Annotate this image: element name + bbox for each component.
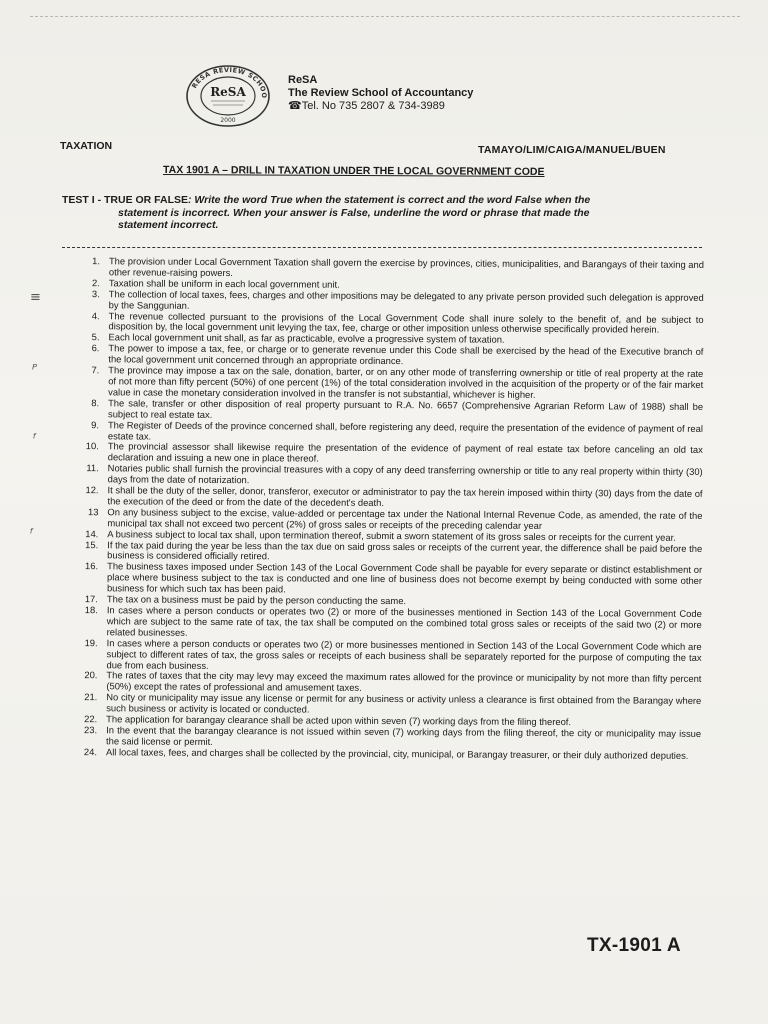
question-text: All local taxes, fees, and charges shall be collected by the provincial, city, municipal, or Barangay treasurer, or their duly authorized deputies.	[105, 746, 689, 761]
question-number: 10.	[85, 440, 99, 452]
margin-mark: ᴾ	[32, 363, 37, 378]
question-text: No city or municipality may issue any license or permit for any business or activity unless a clearance is first obtained from the Barangay where such business or activity is located or conducted.	[106, 691, 702, 715]
question-number: 6.	[91, 342, 100, 354]
school-telephone: ☎Tel. No 735 2807 & 734-3989	[288, 100, 445, 112]
instruction-line-3: statement incorrect.	[118, 219, 219, 231]
top-edge-line	[30, 16, 740, 17]
subject-label: TAXATION	[60, 140, 113, 152]
question-number: 11.	[86, 462, 99, 474]
question-text: It shall be the duty of the seller, donor, transferor, executor or administrator to pay the tax herein imposed within thirty (30) days from the date of the execution of the deed or from the date of the decedent's death.	[107, 484, 703, 508]
question-number: 5.	[91, 331, 100, 343]
question-number: 22.	[84, 713, 98, 725]
question-number: 20.	[84, 669, 98, 681]
question-number: 13	[87, 506, 99, 518]
question-number: 16.	[85, 560, 99, 572]
question-item	[59, 747, 701, 762]
question-number: 19.	[84, 636, 98, 648]
question-text: Taxation shall be uniform in each local government unit.	[108, 277, 340, 290]
question-number: 2.	[91, 276, 100, 289]
question-number: 9.	[91, 418, 100, 430]
question-text: In the event that the barangay clearance is not issued within seven (7) working days from the filing thereof, the city or municipality may issue the said license or permit.	[106, 724, 702, 747]
question-number: 23.	[84, 724, 98, 736]
question-text: The tax on a business must be paid by the person conducting the same.	[106, 593, 407, 607]
question-item	[59, 638, 701, 675]
document-code-footer: TX-1901 A	[587, 935, 681, 956]
question-text: In cases where a person conducts or operates two (2) or more businesses mentioned in Section 143 of the Local Government Code which are subject to different rates of tax, the gross sales or receipts of each business shall be separately reported for the purpose of computing the tax due from each business.	[106, 636, 702, 671]
test-label: TEST I - TRUE OR FALSE	[62, 194, 189, 206]
question-text: Each local government unit shall, as far as practicable, evolve a progressive system of taxation.	[108, 331, 505, 346]
instruction-line-2: statement is incorrect. When your answer is False, underline the word or phrase that made the	[118, 206, 590, 219]
question-number: 24.	[83, 745, 98, 758]
question-number: 8.	[91, 396, 100, 409]
school-info	[288, 74, 473, 113]
question-text: If the tax paid during the year be less than the tax due on said gross sales or receipts of the current year, the difference shall be paid before the business is considered officially retired.	[107, 538, 703, 562]
question-text: The sale, transfer or other disposition of real property pursuant to R.A. No. 6657 (Comprehensive Agrarian Reform Law of 1988) shall be subject to real estate tax.	[108, 397, 704, 420]
margin-mark: ≡	[30, 290, 41, 305]
question-number: 14.	[85, 527, 99, 539]
question-text: On any business subject to the excise, value-added or percentage tax under the National Internal Revenue Code, as amended, the rate of the municipal tax shall not exceed two percent (2%) of gross sales or receipts of the preceding calendar year	[107, 506, 703, 531]
question-text: The Register of Deeds of the province concerned shall, before registering any deed, require the presentation of the evidence of payment of real estate tax.	[107, 418, 703, 442]
seal-ring-text: RESA REVIEW SCHOO	[190, 65, 269, 99]
instruction-line-1: : Write the word True when the statement is correct and the word False when the	[188, 194, 591, 206]
question-number: 3.	[91, 287, 100, 299]
question-number: 17.	[84, 593, 98, 605]
question-item	[61, 365, 703, 402]
school-seal-logo	[185, 64, 271, 128]
margin-mark: ᶠ	[33, 432, 37, 447]
school-full-name: The Review School of Accountancy	[288, 87, 474, 99]
school-short-name: ReSA	[288, 74, 318, 86]
seal-center-text: ReSA	[210, 85, 246, 99]
question-number: 4.	[91, 309, 100, 321]
question-text: The application for barangay clearance shall be acted upon within seven (7) working days from the filing thereof.	[106, 713, 572, 728]
question-number: 1.	[92, 255, 101, 267]
margin-mark: ᶠ	[30, 527, 34, 542]
question-text: The provincial assessor shall likewise require the presentation of the evidence of payment of real estate tax before canceling an old tax declaration and issuing a new one in place thereof.	[107, 440, 703, 464]
test-instructions	[62, 194, 702, 232]
question-item	[60, 561, 702, 598]
question-number: 21.	[84, 691, 98, 703]
question-list	[59, 256, 704, 762]
question-number: 15.	[85, 538, 99, 550]
question-text: The collection of local taxes, fees, charges and other impositions may be delegated to any private person provided such delegation is approved by the Sanggunian.	[108, 288, 704, 311]
question-number: 18.	[84, 604, 98, 616]
question-text: In cases where a person conducts or operates two (2) or more of the businesses mentioned in Section 143 of the Local Government Code which are subject to the same rate of tax, the tax shall be computed on the combined total gross sales or receipts of the said two (2) or more related businesses.	[106, 604, 702, 638]
question-text: Notaries public shall furnish the provincial treasures with a copy of any deed transferring ownership or title to any real property within thirty (30) days from the date of notarization.	[107, 462, 703, 486]
question-text: The revenue collected pursuant to the provisions of the Local Government Code shall inure solely to the benefit of, and be subject to disposition by, the local government unit levying the tax, fee, charge or other imposition unless otherwise specifically provided herein.	[108, 309, 704, 336]
question-number: 12.	[85, 484, 99, 496]
question-number: 7.	[91, 364, 100, 376]
authors-label: TAMAYO/LIM/CAIGA/MANUEL/BUEN	[478, 144, 666, 156]
question-text: The business taxes imposed under Section 143 of the Local Government Code shall be payable for every separate or distinct establishment or place where business subject to the tax is conducted and one line of business does not become exempt by being conducted with some other business for which such tax has been paid.	[106, 560, 703, 595]
seal-year-text: 2000	[220, 117, 236, 124]
question-text: A business subject to local tax shall, upon termination thereof, submit a sworn statement of its gross sales or receipts for the current year.	[107, 527, 676, 543]
question-text: The province may impose a tax on the sale, donation, barter, or on any other mode of transferring ownership or title of real property at the rate of not more than fifty percent (50%) of one percent (1%) of the total consideration involved in the acquisition of the property or of the fair market value in case the monetary consideration involved in the transfer is not substantial, whichever is higher.	[108, 364, 704, 400]
question-text: The rates of taxes that the city may levy may exceed the maximum rates allowed for the province or municipality by not more than fifty percent (50%) except the rates of professional and amusement taxes.	[106, 669, 702, 694]
question-item	[60, 605, 702, 642]
question-text: The provision under Local Government Taxation shall govern the exercise by provinces, cities, municipalities, and Barangays of their taxing and other revenue-raising powers.	[108, 255, 704, 278]
question-text: The power to impose a tax, fee, or charge or to generate revenue under this Code shall be exercised by the head of the Executive branch of the local government unit concerned through an appropriate ordinance.	[108, 342, 704, 367]
dashed-divider	[62, 247, 702, 248]
document-title: TAX 1901 A – DRILL IN TAXATION UNDER THE LOCAL GOVERNMENT CODE	[162, 164, 545, 178]
